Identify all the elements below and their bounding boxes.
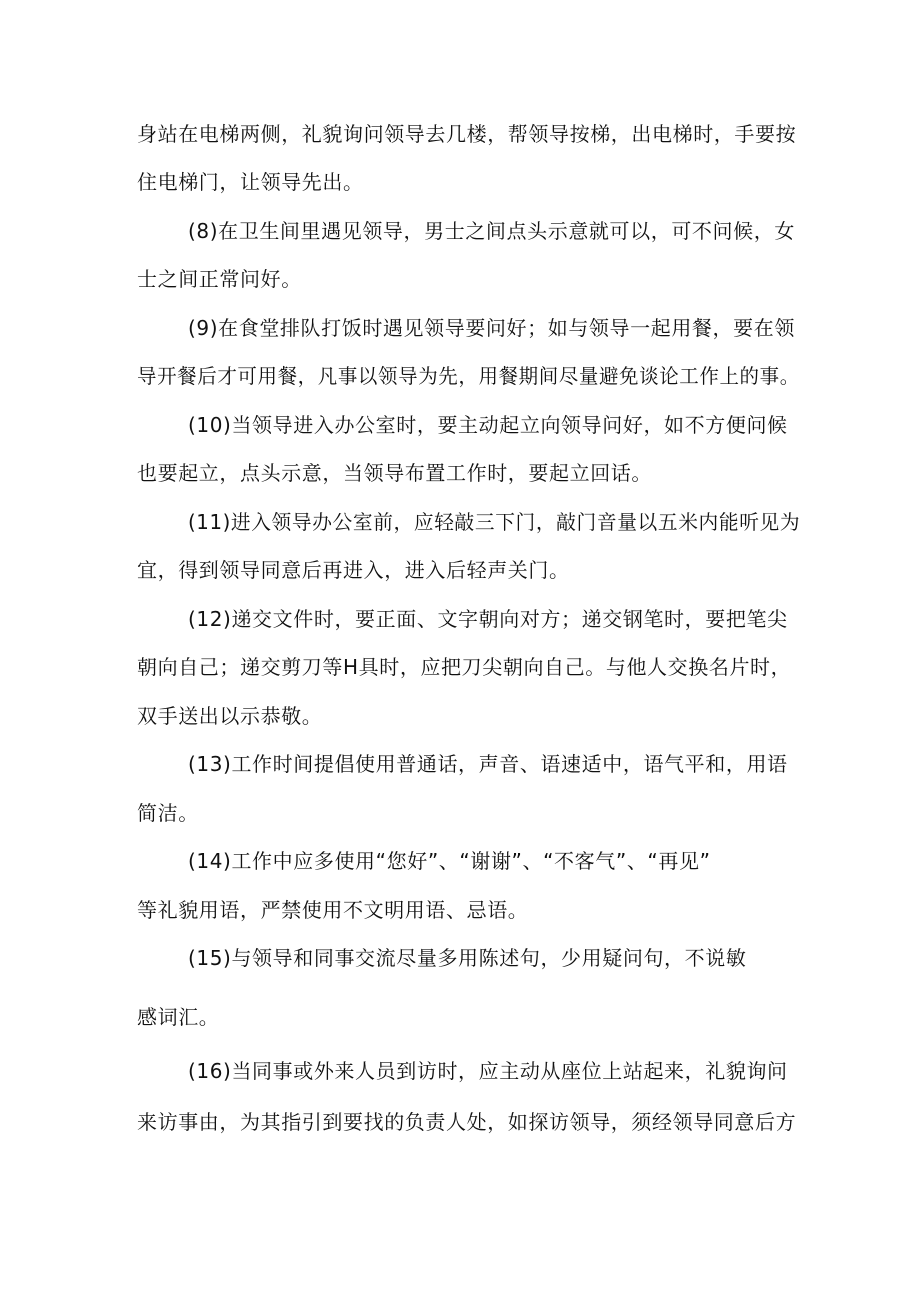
text-line: (14)工作中应多使用“您好”、“谢谢”、“不客气”、“再见” <box>188 849 711 873</box>
text-line: 双手送出以示恭敬。 <box>137 704 323 728</box>
text-line: 简洁。 <box>137 801 199 825</box>
text-line: 士之间正常问好。 <box>137 267 302 291</box>
text-line: 感词汇。 <box>137 1005 220 1029</box>
text-line: 等礼貌用语，严禁使用不文明用语、忌语。 <box>137 898 529 922</box>
text-line: (16)当同事或外来人员到访时，应主动从座位上站起来，礼貌询问 <box>188 1059 788 1083</box>
text-line: (10)当领导进入办公室时，要主动起立向领导问好，如不方便问候 <box>188 413 788 437</box>
text-line: (15)与领导和同事交流尽量多用陈述句，少用疑问句，不说敏 <box>188 946 747 970</box>
text-line: (9)在食堂排队打饭时遇见领导要问好；如与领导一起用餐，要在领 <box>188 316 795 340</box>
text-line: 朝向自己；递交剪刀等H具时，应把刀尖朝向自己。与他人交换名片时， <box>137 655 792 679</box>
text-line: 导开餐后才可用餐，凡事以领导为先，用餐期间尽量避免谈论工作上的事。 <box>137 364 800 388</box>
text-line: 来访事由，为其指引到要找的负责人处，如探访领导，须经领导同意后方 <box>137 1110 797 1134</box>
text-line: (11)进入领导办公室前，应轻敲三下门，敲门音量以五米内能听见为 <box>188 510 801 534</box>
text-line: 宜，得到领导同意后再进入，进入后轻声关门。 <box>137 558 570 582</box>
text-line: 住电梯门，让领导先出。 <box>137 170 364 194</box>
text-line: 也要起立，点头示意，当领导布置工作时，要起立回话。 <box>137 461 652 485</box>
text-line: (8)在卫生间里遇见领导，男士之间点头示意就可以，可不问候，女 <box>188 219 795 243</box>
text-line: (13)工作时间提倡使用普通话，声音、语速适中，语气平和，用语 <box>188 752 788 776</box>
text-line: (12)递交文件时，要正面、文字朝向对方；递交钢笔时，要把笔尖 <box>188 607 788 631</box>
text-line: 身站在电梯两侧，礼貌询问领导去几楼，帮领导按梯，出电梯时，手要按 <box>137 122 797 146</box>
